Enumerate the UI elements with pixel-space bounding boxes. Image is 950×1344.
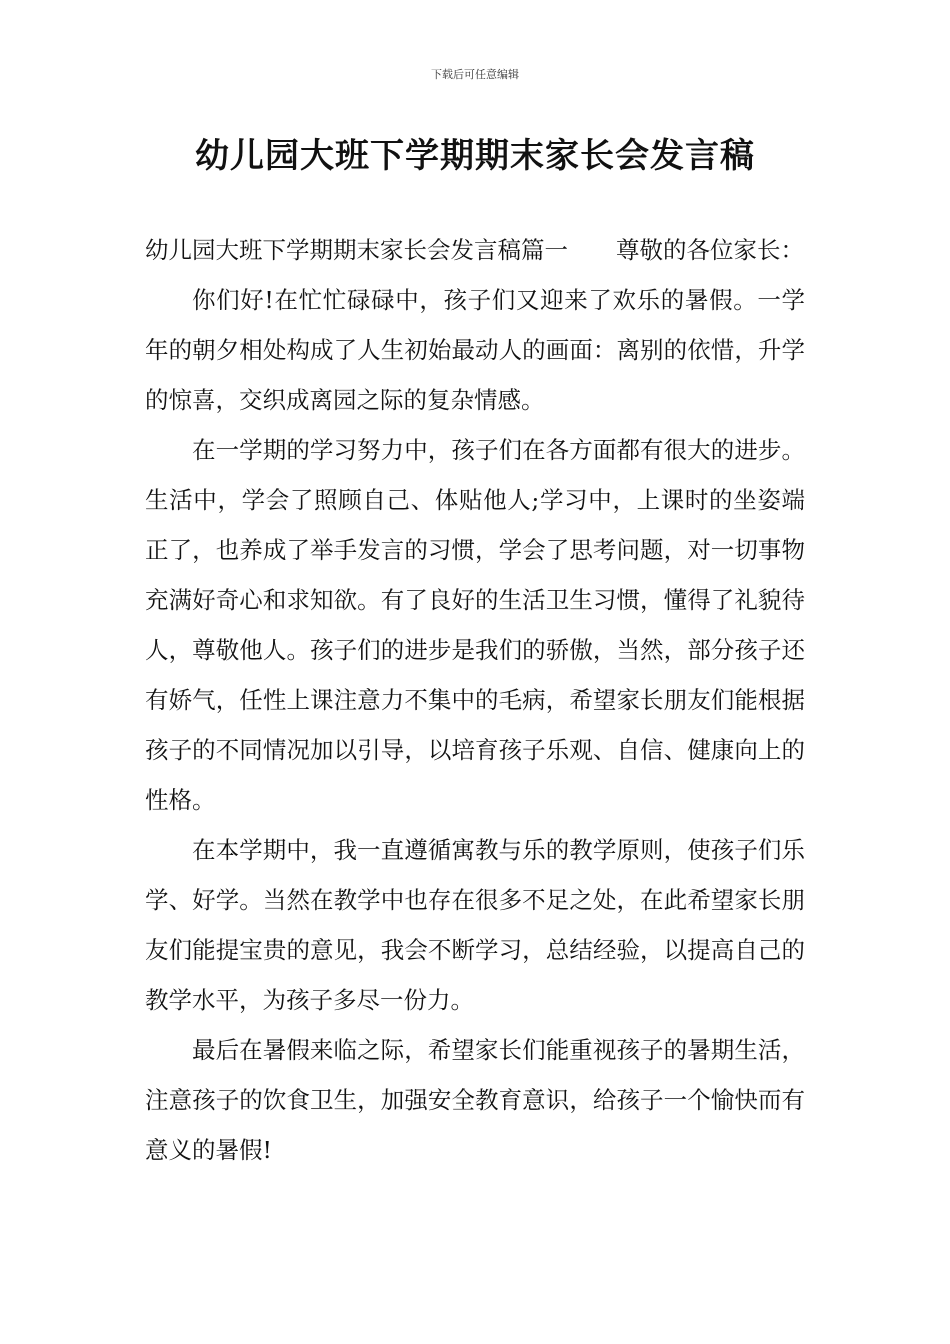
paragraph-4: 最后在暑假来临之际，希望家长们能重视孩子的暑期生活，注意孩子的饮食卫生，加强安全教育意识，给孩子一个愉快而有意义的暑假! xyxy=(145,1036,805,1164)
intro-paragraph xyxy=(145,225,805,275)
paragraph-3: 在本学期中，我一直遵循寓教与乐的教学原则，使孩子们乐学、好学。当然在教学中也存在很多不足之处，在此希望家长朋友们能提宝贵的意见，我会不断学习，总结经验，以提高自己的教学水平，为孩子多尽一份力。 xyxy=(145,836,805,1014)
header-note: 下载后可任意编辑 xyxy=(431,68,519,81)
paragraph-2: 在一学期的学习努力中，孩子们在各方面都有很大的进步。生活中，学会了照顾自己、体贴他人;学习中，上课时的坐姿端正了，也养成了举手发言的习惯，学会了思考问题，对一切事物充满好奇心和求知欲。有了良好的生活卫生习惯，懂得了礼貌待人，尊敬他人。孩子们的进步是我们的骄傲，当然，部分孩子还有娇气，任性上课注意力不集中的毛病，希望家长朋友们能根据孩子的不同情况加以引导，以培育孩子乐观、自信、健康向上的性格。 xyxy=(145,436,805,814)
document-body xyxy=(145,225,805,1175)
paragraph-1: 你们好!在忙忙碌碌中，孩子们又迎来了欢乐的暑假。一学年的朝夕相处构成了人生初始最动人的画面：离别的依惜，升学的惊喜，交织成离园之际的复杂情感。 xyxy=(145,286,805,414)
document-title: 幼儿园大班下学期期末家长会发言稿 xyxy=(195,136,755,176)
salutation: 尊敬的各位家长： xyxy=(616,236,804,264)
intro-heading: 幼儿园大班下学期期末家长会发言稿篇一 xyxy=(145,236,568,264)
